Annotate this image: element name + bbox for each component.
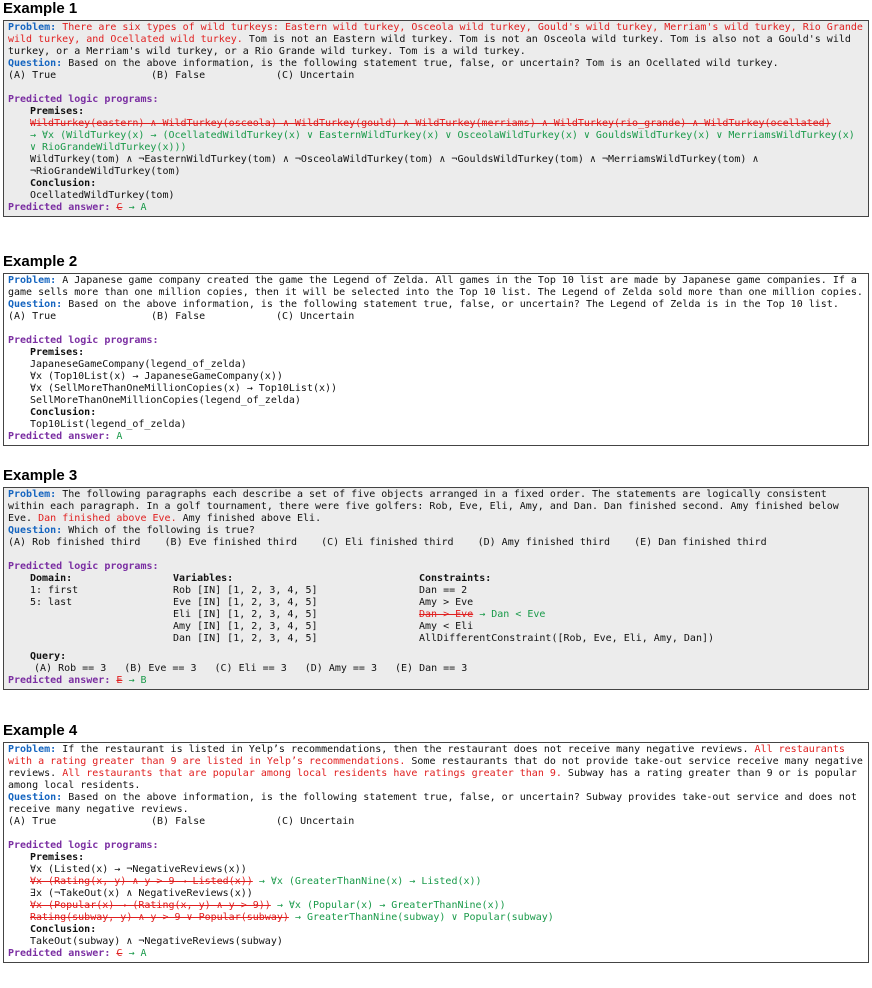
ex2-question bbox=[8, 299, 864, 311]
ex4-problem-text-3: Subway has a rating greater than 9 or is popular among local residents. bbox=[8, 768, 857, 791]
example-2-box bbox=[3, 273, 869, 446]
option-a: (A) True bbox=[8, 311, 57, 322]
domain-1: 1: first bbox=[30, 585, 79, 596]
option-c: (C) Uncertain bbox=[276, 311, 355, 322]
constraint-1: Dan == 2 bbox=[419, 585, 468, 596]
ex1-premises-label: Premises: bbox=[30, 106, 85, 117]
ex2-premises-label: Premises: bbox=[30, 347, 85, 358]
answer-label: Predicted answer: bbox=[8, 675, 111, 686]
ex1-premise-fix-1: → ∀x (WildTurkey(x) → (OcellatedWildTurkey(x) ∨ EasternWildTurkey(x) ∨ OsceolaWildTurkey(x) ∨ GouldsWildTurkey(x) ∨ MerriamsWildTurkey(x) bbox=[30, 130, 855, 141]
ex3-variables-column bbox=[173, 573, 419, 645]
example-4-box bbox=[3, 742, 869, 963]
ex3-answer bbox=[8, 675, 864, 687]
ex1-programs-label: Predicted logic programs: bbox=[8, 94, 159, 105]
ex4-premise-2-fix: → ∀x (GreaterThanNine(x) → Listed(x)) bbox=[252, 876, 482, 887]
ex4-problem-text-2: Some restaurants that do not provide take-out service receive many negative reviews. bbox=[8, 756, 863, 779]
option-b: (B) False bbox=[151, 311, 206, 322]
example-3-section bbox=[3, 467, 869, 690]
query-d: (D) Amy == 3 bbox=[304, 663, 377, 674]
example-2-title: Example 2 bbox=[3, 253, 78, 270]
ex2-premise-1: JapaneseGameCompany(legend_of_zelda) bbox=[30, 359, 247, 370]
example-1-title: Example 1 bbox=[3, 0, 78, 17]
answer-label: Predicted answer: bbox=[8, 431, 111, 442]
ex4-problem-highlight-2: All restaurants that are popular among local residents have ratings greater than 9. bbox=[56, 768, 562, 779]
query-e: (E) Dan == 3 bbox=[395, 663, 468, 674]
ex4-premise-5-fix: → GreaterThanNine(subway) ∨ Popular(subway) bbox=[288, 912, 554, 923]
ex2-premise-4: SellMoreThanOneMillionCopies(legend_of_zelda) bbox=[30, 395, 301, 406]
ex4-answer bbox=[8, 948, 864, 960]
answer-label: Predicted answer: bbox=[8, 202, 111, 213]
example-3-box bbox=[3, 487, 869, 690]
question-label: Question: bbox=[8, 525, 63, 536]
variable-eli: Eli [IN] [1, 2, 3, 4, 5] bbox=[173, 609, 318, 620]
domain-2: 5: last bbox=[30, 597, 73, 608]
question-label: Question: bbox=[8, 299, 63, 310]
ex2-problem-text: A Japanese game company created the game the Legend of Zelda. All games in the Top 10 list are made by Japanese game companies. If a game sells more than one million copies, then it will be selected into the Top 10 list. The Legend of Zelda sold more than one million copies. bbox=[8, 275, 863, 298]
ex2-problem bbox=[8, 275, 864, 299]
variable-eve: Eve [IN] [1, 2, 3, 4, 5] bbox=[173, 597, 318, 608]
query-b: (B) Eve == 3 bbox=[124, 663, 197, 674]
problem-label: Problem: bbox=[8, 489, 57, 500]
ex1-question bbox=[8, 58, 864, 70]
ex1-answer-wrong: C bbox=[116, 202, 123, 213]
ex1-problem bbox=[8, 22, 864, 58]
variable-amy: Amy [IN] [1, 2, 3, 4, 5] bbox=[173, 621, 318, 632]
ex1-premise-fix-2: ∨ RioGrandeWildTurkey(x))) bbox=[30, 142, 187, 153]
ex4-problem-highlight-1: All restaurants with a rating greater than 9 are listed in Yelp’s recommendations. bbox=[8, 744, 845, 767]
ex1-answer bbox=[8, 202, 864, 214]
ex4-premise-3: ∃x (¬TakeOut(x) ∧ NegativeReviews(x)) bbox=[30, 888, 253, 899]
example-4-section bbox=[3, 722, 869, 963]
example-1-section bbox=[3, 0, 869, 217]
question-label: Question: bbox=[8, 58, 63, 69]
ex2-answer: A bbox=[110, 431, 123, 442]
ex4-premise-2 bbox=[8, 876, 864, 888]
ex2-premise-2: ∀x (Top10List(x) → JapaneseGameCompany(x)) bbox=[30, 371, 283, 382]
example-4-title: Example 4 bbox=[3, 722, 78, 739]
ex3-query-label: Query: bbox=[30, 651, 67, 662]
query-a: (A) Rob == 3 bbox=[34, 663, 107, 674]
ex4-premises-label: Premises: bbox=[30, 852, 85, 863]
ex3-domain-column bbox=[30, 573, 173, 645]
constraint-4: Amy < Eli bbox=[419, 621, 474, 632]
ex4-premise-2-wrong: ∀x (Rating(x, y) ∧ y > 9 → Listed(x)) bbox=[30, 876, 253, 887]
ex1-problem-highlight: There are six types of wild turkeys: Eastern wild turkey, Osceola wild turkey, Gould's wild turkey, Merriam's wild turkey, Rio Grande wild turkey, and Ocellated wild turkey. bbox=[8, 22, 863, 45]
ex1-question-text: Based on the above information, is the following statement true, false, or uncertain? Tom is an Ocellated wild turkey. bbox=[62, 58, 779, 69]
variables-label: Variables: bbox=[173, 573, 234, 584]
ex2-options bbox=[8, 311, 864, 323]
ex3-query-options bbox=[8, 663, 864, 675]
ex4-premise-5-wrong: Rating(subway, y) ∧ y > 9 ∨ Popular(subway) bbox=[30, 912, 289, 923]
ex3-constraints-column bbox=[419, 573, 859, 645]
ex4-premise-5 bbox=[8, 912, 864, 924]
option-c: (C) Uncertain bbox=[276, 816, 355, 827]
ex4-answer-wrong: C bbox=[116, 948, 123, 959]
variable-dan: Dan [IN] [1, 2, 3, 4, 5] bbox=[173, 633, 318, 644]
ex1-options bbox=[8, 70, 864, 82]
ex1-problem-text: Tom is not an Eastern wild turkey. Tom is not an Osceola wild turkey. Tom is also not a Gould's wild turkey, or a Merriam's wild turkey, or a Rio Grande wild turkey. Tom is a wild turkey. bbox=[8, 34, 851, 57]
ex2-conclusion: Top10List(legend_of_zelda) bbox=[30, 419, 187, 430]
ex4-answer-fix: → A bbox=[122, 948, 147, 959]
option-c: (C) Uncertain bbox=[276, 70, 355, 81]
ex3-answer-fix: → B bbox=[122, 675, 147, 686]
ex3-question-text: Which of the following is true? bbox=[62, 525, 255, 536]
ex4-question-text: Based on the above information, is the following statement true, false, or uncertain? Subway provides take-out service and does not receive many negative reviews. bbox=[8, 792, 857, 815]
ex4-premise-1: ∀x (Listed(x) → ¬NegativeReviews(x)) bbox=[30, 864, 247, 875]
ex4-problem-text-1: If the restaurant is listed in Yelp’s recommendations, then the restaurant does not receive many negative reviews. bbox=[56, 744, 749, 755]
ex4-premise-4-wrong: ∀x (Popular(x) → (Rating(x, y) ∧ y > 9)) bbox=[30, 900, 271, 911]
variable-rob: Rob [IN] [1, 2, 3, 4, 5] bbox=[173, 585, 318, 596]
constraint-3 bbox=[419, 609, 859, 621]
ex3-problem-text: The following paragraphs each describe a set of five objects arranged in a fixed order. The statements are logically consistent within each paragraph. In a golf tournament, there were five golfers: Rob, Eve, Eli, Amy, and Dan. Dan finished second. Amy finished below Eve. bbox=[8, 489, 839, 524]
constraint-3-fix: → Dan < Eve bbox=[473, 609, 546, 620]
ex2-programs-label: Predicted logic programs: bbox=[8, 335, 159, 346]
ex1-premise-2b: ¬RioGrandeWildTurkey(tom) bbox=[30, 166, 181, 177]
domain-label: Domain: bbox=[30, 573, 73, 584]
ex4-problem bbox=[8, 744, 864, 792]
ex3-options: (A) Rob finished third (B) Eve finished third (C) Eli finished third (D) Amy finished third (E) Dan finished third bbox=[8, 537, 767, 548]
ex3-problem-highlight: Dan finished above Eve. bbox=[32, 513, 177, 524]
constraint-3-wrong: Dan > Eve bbox=[419, 609, 474, 620]
constraints-label: Constraints: bbox=[419, 573, 492, 584]
example-3-title: Example 3 bbox=[3, 467, 78, 484]
option-b: (B) False bbox=[151, 70, 206, 81]
ex4-question bbox=[8, 792, 864, 816]
ex4-options bbox=[8, 816, 864, 828]
ex4-conclusion: TakeOut(subway) ∧ ¬NegativeReviews(subway) bbox=[30, 936, 283, 947]
ex4-premise-4 bbox=[8, 900, 864, 912]
ex1-conclusion: OcellatedWildTurkey(tom) bbox=[30, 190, 175, 201]
ex1-premise-struck: WildTurkey(eastern) ∧ WildTurkey(osceola) ∧ WildTurkey(gould) ∧ WildTurkey(merriams) ∧ WildTurkey(rio_grande) ∧ WildTurkey(ocellated) bbox=[30, 118, 831, 129]
ex2-premise-3: ∀x (SellMoreThanOneMillionCopies(x) → Top10List(x)) bbox=[30, 383, 338, 394]
ex3-program-columns bbox=[8, 573, 864, 645]
ex1-answer-fix: → A bbox=[122, 202, 147, 213]
ex3-question bbox=[8, 525, 864, 537]
problem-label: Problem: bbox=[8, 22, 57, 33]
ex1-conclusion-label: Conclusion: bbox=[30, 178, 97, 189]
ex4-premise-4-fix: → ∀x (Popular(x) → GreaterThanNine(x)) bbox=[270, 900, 506, 911]
problem-label: Problem: bbox=[8, 275, 57, 286]
query-c: (C) Eli == 3 bbox=[214, 663, 287, 674]
option-a: (A) True bbox=[8, 816, 57, 827]
ex3-answer-wrong: E bbox=[116, 675, 123, 686]
option-a: (A) True bbox=[8, 70, 57, 81]
answer-label: Predicted answer: bbox=[8, 948, 111, 959]
problem-label: Problem: bbox=[8, 744, 57, 755]
ex2-conclusion-label: Conclusion: bbox=[30, 407, 97, 418]
ex2-answer bbox=[8, 431, 864, 443]
ex4-programs-label: Predicted logic programs: bbox=[8, 840, 159, 851]
ex3-programs-label: Predicted logic programs: bbox=[8, 561, 159, 572]
example-2-section bbox=[3, 253, 869, 446]
ex2-question-text: Based on the above information, is the following statement true, false, or uncertain? The Legend of Zelda is in the Top 10 list. bbox=[62, 299, 839, 310]
constraint-2: Amy > Eve bbox=[419, 597, 474, 608]
ex1-premise-2a: WildTurkey(tom) ∧ ¬EasternWildTurkey(tom) ∧ ¬OsceolaWildTurkey(tom) ∧ ¬GouldsWildTurkey(tom) ∧ ¬MerriamsWildTurkey(tom) ∧ bbox=[30, 154, 759, 165]
constraint-5: AllDifferentConstraint([Rob, Eve, Eli, Amy, Dan]) bbox=[419, 633, 715, 644]
question-label: Question: bbox=[8, 792, 63, 803]
example-1-box bbox=[3, 20, 869, 217]
option-b: (B) False bbox=[151, 816, 206, 827]
ex3-problem-end: Amy finished above Eli. bbox=[176, 513, 322, 524]
ex3-problem bbox=[8, 489, 864, 525]
ex4-conclusion-label: Conclusion: bbox=[30, 924, 97, 935]
